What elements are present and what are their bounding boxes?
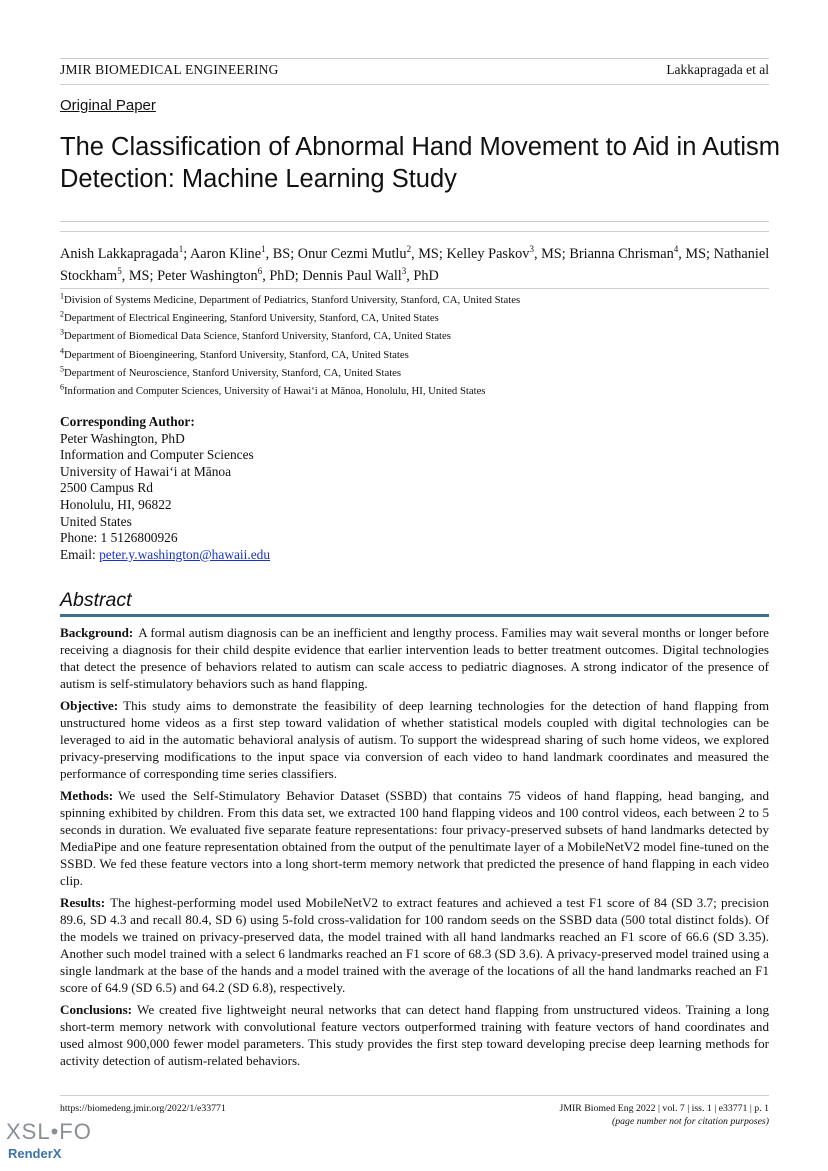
affiliation: $^6$Information and Computer Sciences, University of Hawai‘i at Mānoa, Honolulu, HI, United States: [60, 382, 486, 398]
corresponding-author-label: Corresponding Author:: [60, 414, 195, 429]
author: Kelley Paskov$^3$, MS;: [446, 244, 566, 262]
abstract-body: [60, 624, 769, 1074]
abstract-objective: Objective: This study aims to demonstrate the feasibility of deep learning technologies for the detection of hand flapping from unstructured home videos as a first step toward validation of whether statistical models coupled with digital technologies can be leveraged to aid in the automatic behavioral analysis of autism. To support the widespread sharing of such home videos, we explored privacy-preserving modifications to the input space via conversion of each video to hand landmark coordinates and measured the performance of corresponding time series classifiers.: [60, 698, 769, 781]
paper-title: The Classification of Abnormal Hand Movement to Aid in Autism Detection: Machine Learning Study: [60, 133, 781, 193]
author: Brianna Chrisman$^4$, MS;: [569, 244, 711, 262]
author: Dennis Paul Wall$^3$, PhD: [302, 266, 439, 284]
article-type: Original Paper: [60, 97, 156, 114]
authors-rule: [60, 288, 769, 289]
header-rule: [60, 84, 769, 85]
footer-citation: JMIR Biomed Eng 2022 | vol. 7 | iss. 1 | e33771 | p. 1: [559, 1103, 769, 1114]
renderx-logo: RenderX: [8, 1146, 62, 1161]
affiliation: $^3$Department of Biomedical Data Science, Stanford University, Stanford, CA, United States: [60, 327, 451, 343]
footer-url: https://biomedeng.jmir.org/2022/1/e33771: [60, 1103, 226, 1114]
abstract-conclusions: Conclusions: We created five lightweight neural networks that can detect hand flapping from unstructured videos. Training a long short-term memory network with convolutional feature vectors outperformed training with feature vectors of hand coordinates and used almost 900,000 fewer model parameters. This study provides the first step toward developing precise deep learning methods for activity detection of autism-related behaviors.: [60, 1002, 769, 1068]
corresponding-author: [60, 414, 460, 563]
author: Nathaniel Stockham$^5$, MS;: [60, 246, 770, 284]
abstract-rule: [60, 614, 769, 617]
affiliation: $^4$Department of Bioengineering, Stanford University, Stanford, CA, United States: [60, 346, 409, 361]
footer-rule: [60, 1095, 769, 1096]
corresponding-line: Honolulu, HI, 96822: [60, 496, 172, 512]
header-top-rule: [60, 58, 769, 59]
author: Peter Washington$^6$, PhD;: [157, 266, 299, 284]
title-rule-bottom: [60, 231, 769, 232]
email-link[interactable]: peter.y.washington@hawaii.edu: [99, 546, 271, 562]
journal-name: JMIR BIOMEDICAL ENGINEERING: [60, 62, 279, 77]
corresponding-line: 2500 Campus Rd: [60, 480, 153, 496]
author-list: [60, 243, 772, 287]
author: Anish Lakkapragada$^1$;: [60, 244, 188, 262]
abstract-methods: Methods: We used the Self-Stimulatory Behavior Dataset (SSBD) that contains 75 videos of hand flapping, head banging, and spinning exhibited by children. From this data set, we extracted 100 hand flapping videos and 100 control videos, each between 2 to 5 seconds in duration. We evaluated five separate feature representations: four privacy-preserved subsets of hand landmarks detected by MediaPipe and one feature representation obtained from the output of the penultimate layer of a MobileNetV2 model fine-tuned on the SSBD. We fed these feature vectors into a long short-term memory network that predicted the presence of hand flapping in each video clip.: [60, 788, 769, 888]
abstract-heading: Abstract: [60, 589, 132, 611]
author: Onur Cezmi Mutlu$^2$, MS;: [297, 244, 443, 262]
corresponding-line: United States: [60, 513, 132, 529]
affiliation-list: [60, 291, 772, 400]
corresponding-line: Phone: 1 5126800926: [60, 530, 178, 546]
running-author: Lakkapragada et al: [666, 62, 769, 77]
corresponding-line: University of Hawai‘i at Mānoa: [60, 463, 232, 479]
corresponding-line: Information and Computer Sciences: [60, 447, 254, 463]
affiliation: $^2$Department of Electrical Engineering, Stanford University, Stanford, CA, United States: [60, 309, 439, 325]
footer-note: (page number not for citation purposes): [611, 1116, 769, 1127]
xslfo-logo: XSL•FO: [6, 1119, 92, 1144]
author: Aaron Kline$^1$, BS;: [189, 244, 295, 262]
abstract-background: Background: A formal autism diagnosis can be an inefficient and lengthy process. Families may wait several months or longer before receiving a diagnosis for their child despite evidence that earlier intervention leads to better treatment outcomes. Digital technologies that detect the presence of behaviors related to autism can scale access to pediatric diagnoses. A strong indicator of the presence of autism is self-stimulatory behaviors such as hand flapping.: [60, 625, 769, 691]
affiliation: $^1$Division of Systems Medicine, Department of Pediatrics, Stanford University, Stanford, CA, United States: [60, 291, 521, 306]
abstract-results: Results: The highest-performing model used MobileNetV2 to extract features and achieved a test F1 score of 84 (SD 3.7; precision 89.6, SD 4.3 and recall 80.4, SD 6) using 5-fold cross-validation for 100 random seeds on the SSBD data (500 total distinct folds). Of the models we trained on privacy-preserved data, the model trained with all hand landmarks reached an F1 score of 66.6 (SD 3.35). Another such model trained with a select 6 landmarks reached an F1 score of 68.3 (SD 3.6). A privacy-preserved model trained using a single landmark at the base of the hands and a model trained with the average of the locations of all the hand landmarks reached an F1 score of 64.9 (SD 6.5) and 64.2 (SD 6.8), respectively.: [60, 895, 769, 995]
email-line: Email: peter.y.washington@hawaii.edu: [60, 546, 271, 562]
corresponding-line: Peter Washington, PhD: [60, 430, 185, 446]
title-rule-top: [60, 221, 769, 222]
affiliation: $^5$Department of Neuroscience, Stanford University, Stanford, CA, United States: [60, 364, 402, 379]
